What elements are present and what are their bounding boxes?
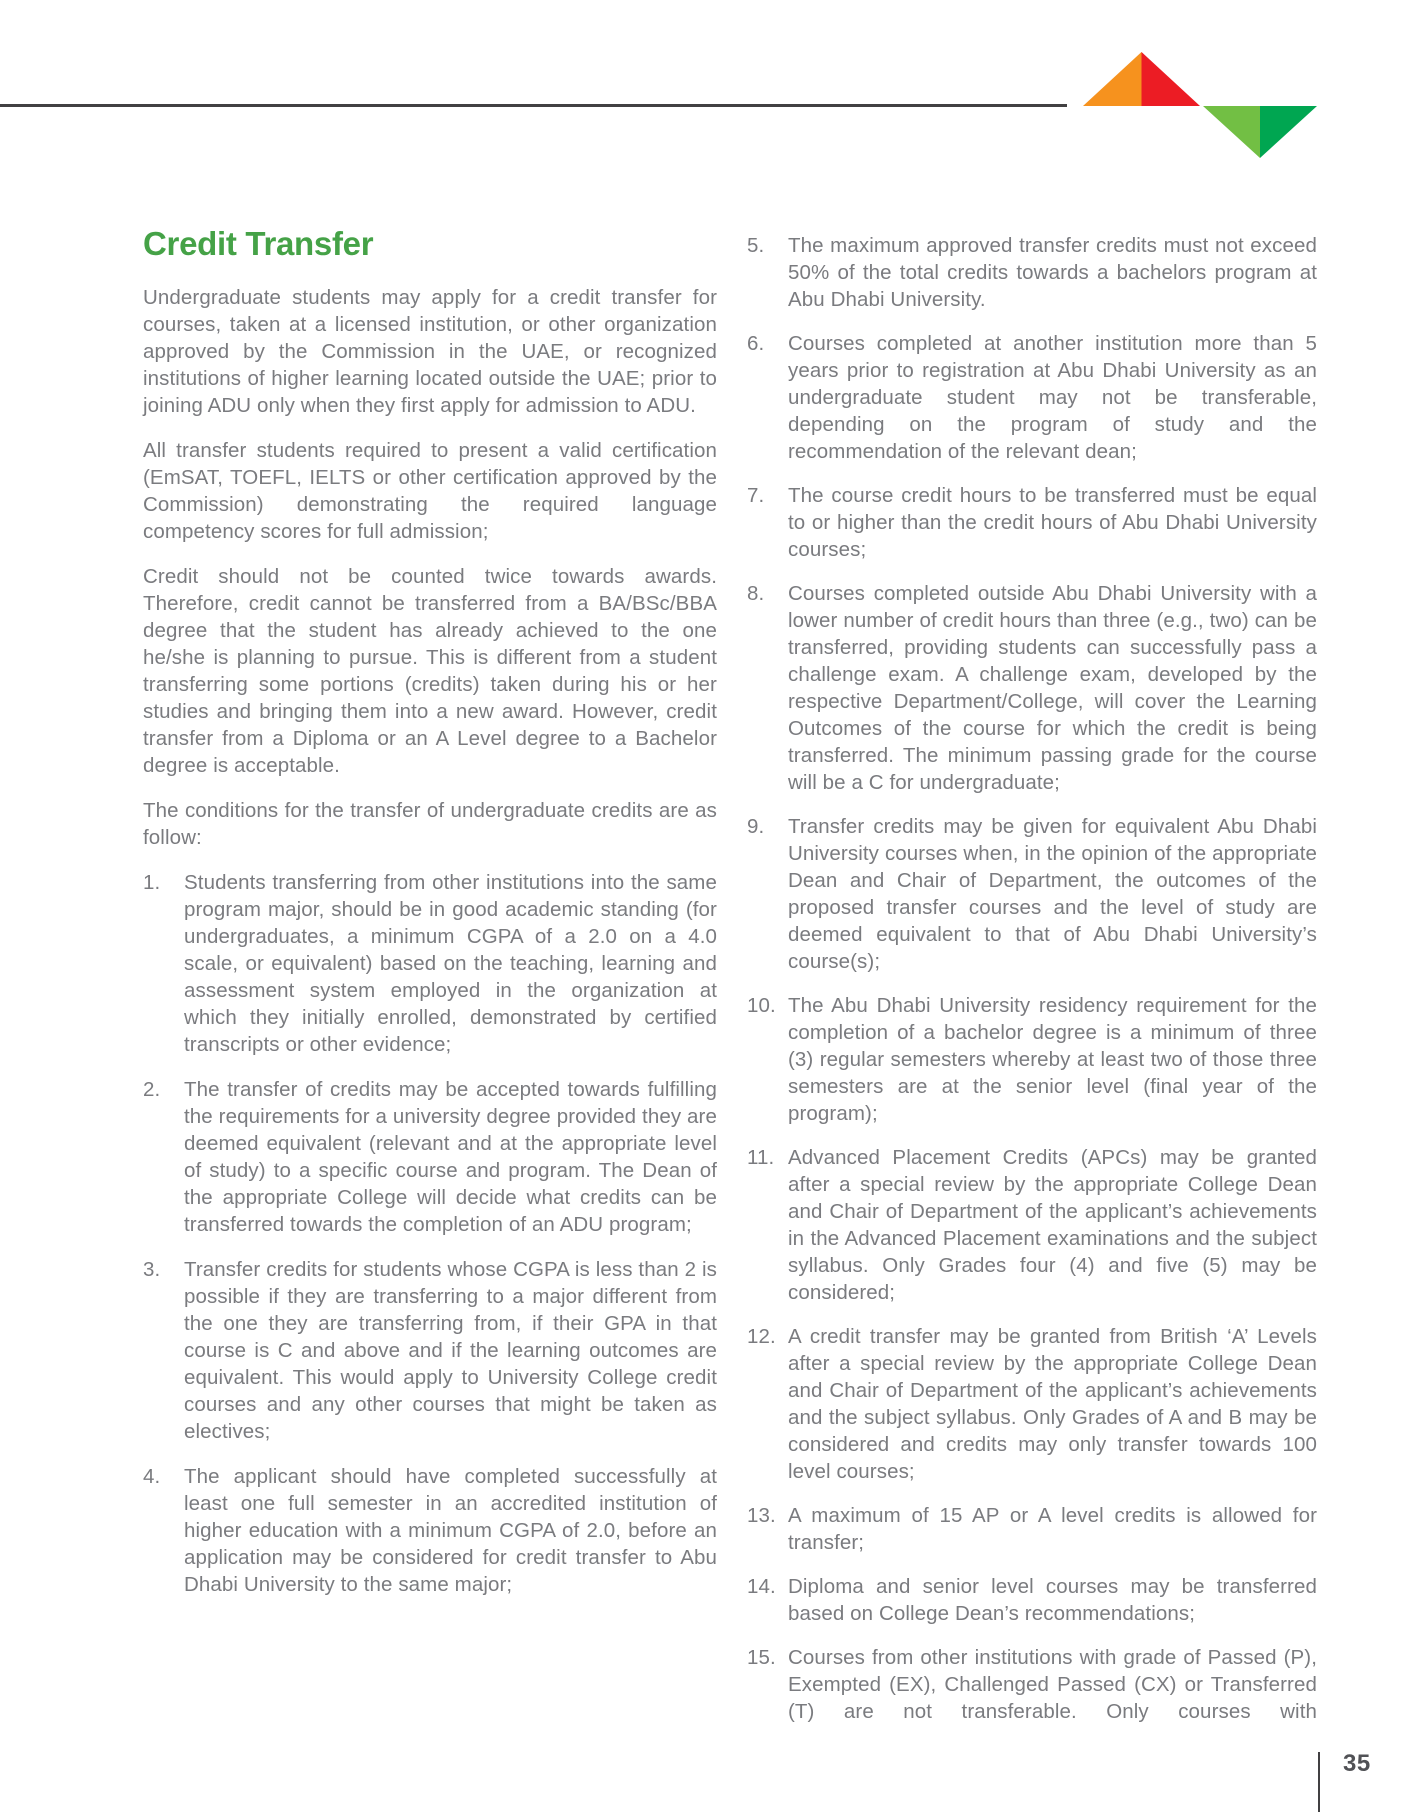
list-item: [747, 1644, 1317, 1725]
list-item: [143, 869, 717, 1058]
list-item: [747, 1573, 1317, 1627]
list-item: [747, 992, 1317, 1127]
list-item-text: The transfer of credits may be accepted towards fulfilling the requirements for a university degree provided they are deemed equivalent (relevant and at the appropriate level of study) to a specific course and program. The Dean of the appropriate College will decide what credits can be transferred towards the completion of an ADU program;: [184, 1078, 717, 1236]
list-item-number: 14.: [747, 1575, 776, 1598]
list-item-text: Courses from other institutions with grade of Passed (P), Exempted (EX), Challenged Passed (CX) or Transferred (T) are not transferable. Only courses with: [788, 1646, 1317, 1723]
list-item: [143, 1256, 717, 1445]
paragraph: Undergraduate students may apply for a credit transfer for courses, taken at a licensed institution, or other organization approved by the Commission in the UAE, or recognized institutions of higher learning located outside the UAE; prior to joining ADU only when they first apply for admission to ADU.: [143, 286, 717, 417]
list-item-number: 9.: [747, 815, 765, 838]
page-title: Credit Transfer: [143, 225, 374, 262]
page-number: 35: [1343, 1750, 1371, 1777]
list-item-text: Advanced Placement Credits (APCs) may be granted after a special review by the appropriate College Dean and Chair of Department of the applicant’s achievements in the Advanced Placement examinations and the subject syllabus. Only Grades four (4) and five (5) may be considered;: [788, 1146, 1317, 1304]
logo-down-triangle-light-green: [1203, 106, 1260, 158]
list-item-text: The course credit hours to be transferred must be equal to or higher than the credit hours of Abu Dhabi University courses;: [788, 484, 1317, 561]
list-item-text: Transfer credits may be given for equivalent Abu Dhabi University courses when, in the opinion of the appropriate Dean and Chair of Department, the outcomes of the proposed transfer courses and the level of study are deemed equivalent to that of Abu Dhabi University’s course(s);: [788, 815, 1317, 973]
list-item-text: The applicant should have completed successfully at least one full semester in an accredited institution of higher education with a minimum CGPA of 2.0, before an application may be considered for credit transfer to Abu Dhabi University to the same major;: [184, 1465, 717, 1596]
list-item-text: Transfer credits for students whose CGPA is less than 2 is possible if they are transferring to a major different from the one they are transferring from, if their GPA in that course is C and above and if the learning outcomes are equivalent. This would apply to University College credit courses and any other courses that might be taken as electives;: [184, 1258, 717, 1443]
numbered-list-left: [143, 869, 717, 1598]
list-item: [747, 232, 1317, 313]
list-item-number: 3.: [143, 1258, 161, 1281]
list-item-text: The maximum approved transfer credits must not exceed 50% of the total credits towards a bachelors program at Abu Dhabi University.: [788, 234, 1317, 311]
list-item-number: 2.: [143, 1078, 161, 1101]
logo-up-triangle-red: [1142, 52, 1201, 106]
logo-up-triangle-orange: [1083, 52, 1142, 106]
page-number-rule: [1318, 1752, 1320, 1812]
numbered-list-right: [747, 232, 1317, 1725]
right-column: [747, 232, 1317, 1742]
list-item-number: 6.: [747, 332, 765, 355]
logo-down-triangle-dark-green: [1260, 106, 1317, 158]
list-item: [747, 580, 1317, 796]
list-item-number: 5.: [747, 234, 765, 257]
list-item-number: 10.: [747, 994, 776, 1017]
list-item-text: Courses completed outside Abu Dhabi University with a lower number of credit hours than three (e.g., two) can be transferred, providing students can successfully pass a challenge exam. A challenge exam, developed by the respective Department/College, will cover the Learning Outcomes of the course for which the credit is being transferred. The minimum passing grade for the course will be a C for undergraduate;: [788, 582, 1317, 794]
header-rule: [0, 104, 1067, 107]
paragraph: Credit should not be counted twice towards awards. Therefore, credit cannot be transferred from a BA/BSc/BBA degree that the student has already achieved to the one he/she is planning to pursue. This is different from a student transferring some portions (credits) taken during his or her studies and bringing them into a new award. However, credit transfer from a Diploma or an A Level degree to a Bachelor degree is acceptable.: [143, 565, 717, 777]
list-item: [747, 1502, 1317, 1556]
list-item-text: Diploma and senior level courses may be transferred based on College Dean’s recommendations;: [788, 1575, 1317, 1625]
list-item-text: A maximum of 15 AP or A level credits is allowed for transfer;: [788, 1504, 1317, 1554]
adu-logo: [1080, 48, 1320, 160]
left-column: [143, 226, 717, 1616]
paragraph: The conditions for the transfer of undergraduate credits are as follow:: [143, 799, 717, 849]
list-item-number: 12.: [747, 1325, 776, 1348]
list-item: [747, 1323, 1317, 1485]
list-item: [143, 1463, 717, 1598]
list-item: [747, 813, 1317, 975]
list-item: [143, 1076, 717, 1238]
list-item-text: Students transferring from other institutions into the same program major, should be in good academic standing (for undergraduates, a minimum CGPA of a 2.0 on a 4.0 scale, or equivalent) based on the teaching, learning and assessment system employed in the organization at which they initially enrolled, demonstrated by certified transcripts or other evidence;: [184, 871, 717, 1056]
list-item-text: The Abu Dhabi University residency requirement for the completion of a bachelor degree is a minimum of three (3) regular semesters whereby at least two of those three semesters are at the senior level (final year of the program);: [788, 994, 1317, 1125]
list-item-number: 13.: [747, 1504, 776, 1527]
list-item-text: A credit transfer may be granted from British ‘A’ Levels after a special review by the appropriate College Dean and Chair of Department of the applicant’s achievements and the subject syllabus. Only Grades of A and B may be considered and credits may only transfer towards 100 level courses;: [788, 1325, 1317, 1483]
list-item-number: 15.: [747, 1646, 776, 1669]
list-item-text: Courses completed at another institution more than 5 years prior to registration at Abu Dhabi University as an undergraduate student may not be transferable, depending on the program of study and the recommendation of the relevant dean;: [788, 332, 1317, 463]
paragraph: All transfer students required to present a valid certification (EmSAT, TOEFL, IELTS or other certification approved by the Commission) demonstrating the required language competency scores for full admission;: [143, 439, 717, 543]
intro-paragraphs: [143, 284, 717, 851]
list-item-number: 1.: [143, 871, 161, 894]
list-item-number: 8.: [747, 582, 765, 605]
list-item-number: 4.: [143, 1465, 161, 1488]
list-item-number: 11.: [747, 1146, 775, 1169]
list-item: [747, 482, 1317, 563]
list-item: [747, 330, 1317, 465]
list-item-number: 7.: [747, 484, 765, 507]
list-item: [747, 1144, 1317, 1306]
